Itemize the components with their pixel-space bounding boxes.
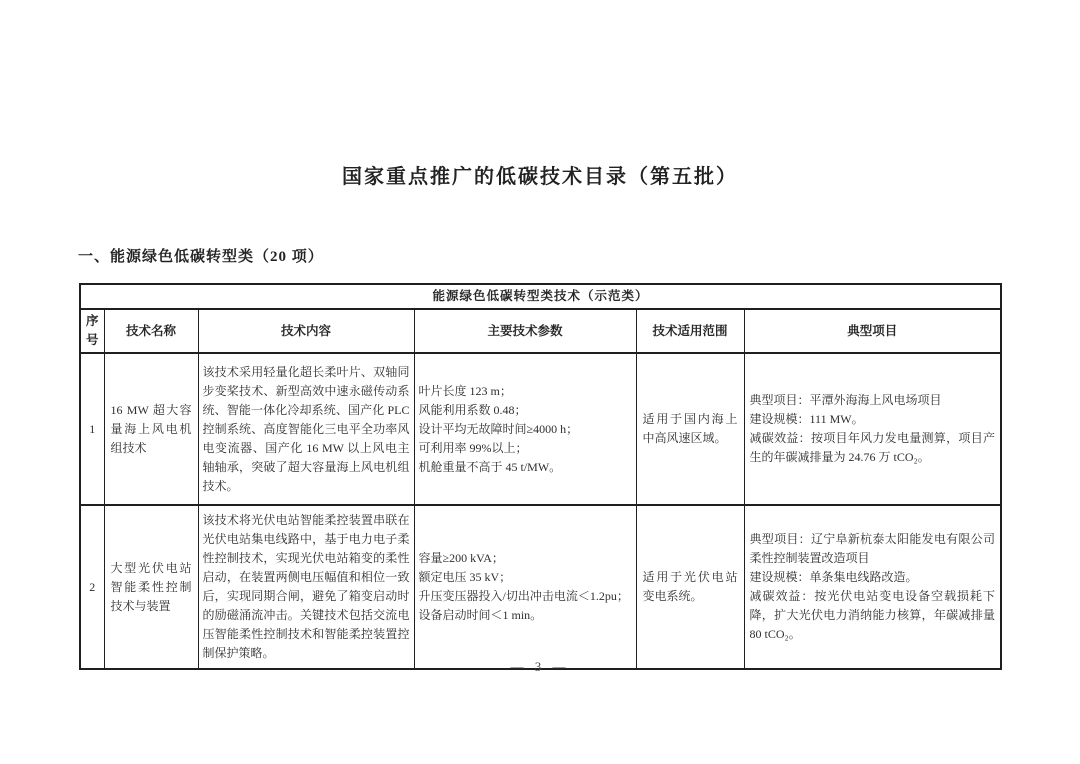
param-line: 设计平均无故障时间≥4000 h； [418,421,579,436]
table-row [80,353,1001,505]
column-header-project: 典型项目 [744,309,1001,353]
param-line: 可利用率 99%以上； [418,440,528,455]
project-line: 典型项目：辽宁阜新杭泰太阳能发电有限公司柔性控制装置改造项目 [749,532,996,565]
section-heading: 一、能源绿色低碳转型类（20 项） [78,249,324,265]
table-caption: 能源绿色低碳转型类技术（示范类） [80,284,1001,309]
row-number: 2 [80,505,104,669]
tech-name: 16 MW 超大容量海上风电机组技术 [104,353,198,505]
tech-name: 大型光伏电站智能柔性控制技术与装置 [104,505,198,669]
tech-scope: 适用于光伏电站变电系统。 [636,505,744,669]
table-row [80,505,1001,669]
table-header-row [80,309,1001,353]
tech-params [414,353,636,505]
column-header-params: 主要技术参数 [414,309,636,353]
param-line: 设备启动时间＜1 min。 [418,608,543,622]
param-line: 额定电压 35 kV； [418,570,512,584]
param-line: 容量≥200 kVA； [418,551,504,565]
param-line: 风能利用系数 0.48； [418,402,527,417]
project-line: 建设规模：111 MW。 [749,412,864,426]
param-line: 叶片长度 123 m； [418,383,512,398]
typical-project [744,353,1001,505]
column-header-content: 技术内容 [198,309,414,353]
column-header-scope: 技术适用范围 [636,309,744,353]
project-line: 建设规模：单条集电线路改造。 [749,570,918,584]
param-line: 升压变压器投入/切出冲击电流＜1.2pu； [418,589,629,603]
project-line: 典型项目：平潭外海海上风电场项目 [749,393,942,407]
typical-project [744,505,1001,669]
page-number: — 3 — [510,659,570,674]
param-line: 机舱重量不高于 45 t/MW。 [418,459,562,474]
row-number: 1 [80,353,104,505]
tech-content: 该技术将光伏电站智能柔控装置串联在光伏电站集电线路中，基于电力电子柔性控制技术，实现光伏电站箱变的柔性启动，在装置两侧电压幅值和相位一致后，实现同期合闸，避免了箱变启动时的励磁涌流冲击。关键技术包括交流电压智能柔性控制技术和智能柔控装置控制保护策略。 [198,505,414,669]
tech-params [414,505,636,669]
tech-scope: 适用于国内海上中高风速区域。 [636,353,744,505]
technology-table [79,283,1002,670]
project-line: 减碳效益：按项目年风力发电量测算，项目产生的年碳减排量为 24.76 万 tCO₂。 [749,431,996,464]
column-header-no: 序号 [80,309,104,353]
column-header-name: 技术名称 [104,309,198,353]
document-title: 国家重点推广的低碳技术目录（第五批） [342,166,738,188]
tech-content: 该技术采用轻量化超长柔叶片、双轴同步变桨技术、新型高效中速永磁传动系统、智能一体化冷却系统、国产化 PLC 控制系统、高度智能化三电平全功率风电变流器、国产化 16 MW 以上风电主轴轴承，突破了超大容量海上风电机组技术。 [198,353,414,505]
project-line: 减碳效益：按光伏电站变电设备空载损耗下降，扩大光伏电力消纳能力核算，年碳减排量 80 tCO₂。 [749,589,996,641]
